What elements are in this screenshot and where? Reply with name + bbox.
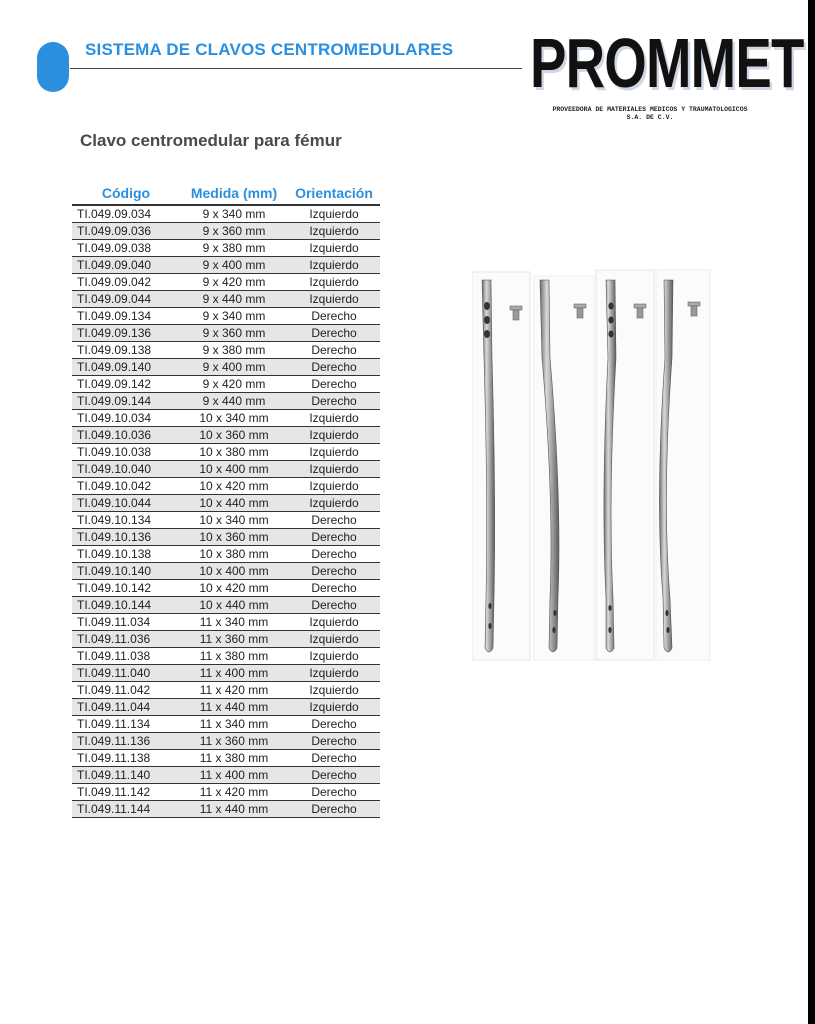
table-row bbox=[72, 223, 380, 240]
table-row bbox=[72, 767, 380, 784]
table-row bbox=[72, 784, 380, 801]
table-row bbox=[72, 614, 380, 631]
cell-size: 10 x 340 mm bbox=[180, 410, 288, 427]
cell-size: 9 x 380 mm bbox=[180, 240, 288, 257]
cell-size: 9 x 380 mm bbox=[180, 342, 288, 359]
cell-size: 11 x 380 mm bbox=[180, 648, 288, 665]
table-row bbox=[72, 410, 380, 427]
cell-size: 11 x 400 mm bbox=[180, 767, 288, 784]
cell-orientation: Izquierdo bbox=[288, 495, 380, 512]
table-row bbox=[72, 682, 380, 699]
table-row bbox=[72, 205, 380, 223]
brand-logo: PROMMET bbox=[530, 24, 804, 102]
table-row bbox=[72, 444, 380, 461]
cell-size: 11 x 420 mm bbox=[180, 682, 288, 699]
cell-code: TI.049.10.034 bbox=[72, 410, 180, 427]
cell-size: 11 x 440 mm bbox=[180, 699, 288, 716]
table-row bbox=[72, 427, 380, 444]
cell-orientation: Izquierdo bbox=[288, 614, 380, 631]
cell-orientation: Derecho bbox=[288, 359, 380, 376]
table-row bbox=[72, 699, 380, 716]
cell-orientation: Izquierdo bbox=[288, 631, 380, 648]
header-divider bbox=[70, 68, 522, 69]
cell-code: TI.049.10.140 bbox=[72, 563, 180, 580]
cell-size: 11 x 360 mm bbox=[180, 631, 288, 648]
table-row bbox=[72, 750, 380, 767]
cell-code: TI.049.11.134 bbox=[72, 716, 180, 733]
cell-orientation: Izquierdo bbox=[288, 205, 380, 223]
cell-orientation: Derecho bbox=[288, 529, 380, 546]
cell-size: 11 x 360 mm bbox=[180, 733, 288, 750]
table-row bbox=[72, 376, 380, 393]
cell-size: 9 x 360 mm bbox=[180, 223, 288, 240]
table-row bbox=[72, 461, 380, 478]
table-row bbox=[72, 665, 380, 682]
cell-size: 10 x 440 mm bbox=[180, 495, 288, 512]
cell-orientation: Izquierdo bbox=[288, 444, 380, 461]
cell-orientation: Derecho bbox=[288, 308, 380, 325]
table-row bbox=[72, 580, 380, 597]
cell-code: TI.049.09.136 bbox=[72, 325, 180, 342]
cell-code: TI.049.11.138 bbox=[72, 750, 180, 767]
header-title: SISTEMA DE CLAVOS CENTROMEDULARES bbox=[85, 40, 454, 59]
cell-orientation: Derecho bbox=[288, 325, 380, 342]
cell-size: 10 x 360 mm bbox=[180, 529, 288, 546]
cell-orientation: Izquierdo bbox=[288, 461, 380, 478]
cell-orientation: Izquierdo bbox=[288, 291, 380, 308]
table-row bbox=[72, 563, 380, 580]
cell-size: 9 x 440 mm bbox=[180, 291, 288, 308]
cell-code: TI.049.10.134 bbox=[72, 512, 180, 529]
cell-size: 11 x 420 mm bbox=[180, 784, 288, 801]
cell-code: TI.049.09.036 bbox=[72, 223, 180, 240]
cell-orientation: Derecho bbox=[288, 750, 380, 767]
cell-code: TI.049.09.134 bbox=[72, 308, 180, 325]
cell-orientation: Derecho bbox=[288, 512, 380, 529]
cell-code: TI.049.10.144 bbox=[72, 597, 180, 614]
cell-code: TI.049.10.044 bbox=[72, 495, 180, 512]
column-header-size: Medida (mm) bbox=[180, 183, 288, 205]
cell-size: 11 x 380 mm bbox=[180, 750, 288, 767]
brand-subtitle-line1: PROVEEDORA DE MATERIALES MEDICOS Y TRAUMATOLOGICOS bbox=[552, 106, 748, 113]
cell-code: TI.049.09.034 bbox=[72, 205, 180, 223]
cell-code: TI.049.11.036 bbox=[72, 631, 180, 648]
intramedullary-nail-photo bbox=[472, 268, 712, 663]
cell-orientation: Izquierdo bbox=[288, 665, 380, 682]
cell-size: 10 x 380 mm bbox=[180, 546, 288, 563]
cell-code: TI.049.09.140 bbox=[72, 359, 180, 376]
cell-orientation: Derecho bbox=[288, 784, 380, 801]
cell-orientation: Derecho bbox=[288, 376, 380, 393]
cell-code: TI.049.10.038 bbox=[72, 444, 180, 461]
cell-code: TI.049.09.038 bbox=[72, 240, 180, 257]
table-row bbox=[72, 733, 380, 750]
cell-orientation: Derecho bbox=[288, 393, 380, 410]
cell-orientation: Izquierdo bbox=[288, 240, 380, 257]
cell-code: TI.049.11.038 bbox=[72, 648, 180, 665]
table-row bbox=[72, 308, 380, 325]
table-row bbox=[72, 801, 380, 818]
cell-size: 10 x 380 mm bbox=[180, 444, 288, 461]
table-row bbox=[72, 257, 380, 274]
cell-code: TI.049.11.140 bbox=[72, 767, 180, 784]
table-row bbox=[72, 291, 380, 308]
table-row bbox=[72, 342, 380, 359]
cell-size: 9 x 340 mm bbox=[180, 205, 288, 223]
cell-size: 9 x 360 mm bbox=[180, 325, 288, 342]
cell-orientation: Derecho bbox=[288, 563, 380, 580]
cell-size: 10 x 420 mm bbox=[180, 580, 288, 597]
cell-code: TI.049.11.040 bbox=[72, 665, 180, 682]
table-row bbox=[72, 325, 380, 342]
table-row bbox=[72, 393, 380, 410]
table-row bbox=[72, 512, 380, 529]
cell-code: TI.049.09.040 bbox=[72, 257, 180, 274]
table-row bbox=[72, 597, 380, 614]
cell-size: 9 x 440 mm bbox=[180, 393, 288, 410]
table-row bbox=[72, 240, 380, 257]
cell-size: 11 x 340 mm bbox=[180, 614, 288, 631]
table-row bbox=[72, 478, 380, 495]
cell-orientation: Derecho bbox=[288, 716, 380, 733]
cell-size: 9 x 420 mm bbox=[180, 376, 288, 393]
cell-size: 9 x 420 mm bbox=[180, 274, 288, 291]
cell-size: 10 x 400 mm bbox=[180, 461, 288, 478]
brand-subtitle-line2: S.A. DE C.V. bbox=[626, 114, 674, 121]
cell-code: TI.049.09.142 bbox=[72, 376, 180, 393]
cell-code: TI.049.11.136 bbox=[72, 733, 180, 750]
table-row bbox=[72, 631, 380, 648]
cell-code: TI.049.09.042 bbox=[72, 274, 180, 291]
cell-orientation: Izquierdo bbox=[288, 410, 380, 427]
table-header-row bbox=[72, 183, 380, 205]
cell-code: TI.049.09.044 bbox=[72, 291, 180, 308]
cell-code: TI.049.09.138 bbox=[72, 342, 180, 359]
table-row bbox=[72, 274, 380, 291]
cell-size: 10 x 400 mm bbox=[180, 563, 288, 580]
table-body bbox=[72, 205, 380, 818]
table-row bbox=[72, 529, 380, 546]
cell-code: TI.049.11.044 bbox=[72, 699, 180, 716]
section-title: Clavo centromedular para fémur bbox=[80, 131, 342, 150]
cell-size: 10 x 340 mm bbox=[180, 512, 288, 529]
product-table bbox=[72, 183, 380, 818]
brand-subtitle bbox=[545, 106, 755, 122]
cell-size: 11 x 440 mm bbox=[180, 801, 288, 818]
cell-orientation: Izquierdo bbox=[288, 223, 380, 240]
cell-code: TI.049.10.036 bbox=[72, 427, 180, 444]
cell-orientation: Derecho bbox=[288, 801, 380, 818]
cell-orientation: Derecho bbox=[288, 580, 380, 597]
cell-orientation: Izquierdo bbox=[288, 682, 380, 699]
table-row bbox=[72, 716, 380, 733]
cell-code: TI.049.10.136 bbox=[72, 529, 180, 546]
table-row bbox=[72, 495, 380, 512]
cell-orientation: Izquierdo bbox=[288, 257, 380, 274]
cell-code: TI.049.10.042 bbox=[72, 478, 180, 495]
cell-size: 11 x 340 mm bbox=[180, 716, 288, 733]
cell-orientation: Derecho bbox=[288, 767, 380, 784]
cell-code: TI.049.11.144 bbox=[72, 801, 180, 818]
cell-size: 9 x 400 mm bbox=[180, 257, 288, 274]
cell-orientation: Izquierdo bbox=[288, 699, 380, 716]
cell-code: TI.049.11.042 bbox=[72, 682, 180, 699]
cell-orientation: Izquierdo bbox=[288, 478, 380, 495]
cell-code: TI.049.11.142 bbox=[72, 784, 180, 801]
cell-size: 10 x 420 mm bbox=[180, 478, 288, 495]
cell-size: 9 x 340 mm bbox=[180, 308, 288, 325]
cell-orientation: Derecho bbox=[288, 342, 380, 359]
cell-size: 10 x 440 mm bbox=[180, 597, 288, 614]
cell-code: TI.049.11.034 bbox=[72, 614, 180, 631]
cell-orientation: Derecho bbox=[288, 733, 380, 750]
table-row bbox=[72, 648, 380, 665]
cell-code: TI.049.09.144 bbox=[72, 393, 180, 410]
cell-size: 10 x 360 mm bbox=[180, 427, 288, 444]
table-row bbox=[72, 359, 380, 376]
cell-orientation: Izquierdo bbox=[288, 274, 380, 291]
cell-size: 11 x 400 mm bbox=[180, 665, 288, 682]
cell-code: TI.049.10.142 bbox=[72, 580, 180, 597]
cell-size: 9 x 400 mm bbox=[180, 359, 288, 376]
cell-orientation: Derecho bbox=[288, 546, 380, 563]
cell-orientation: Izquierdo bbox=[288, 427, 380, 444]
cell-orientation: Derecho bbox=[288, 597, 380, 614]
cell-code: TI.049.10.138 bbox=[72, 546, 180, 563]
cell-orientation: Izquierdo bbox=[288, 648, 380, 665]
header-accent-pill bbox=[37, 42, 69, 92]
column-header-orientation: Orientación bbox=[288, 183, 380, 205]
cell-code: TI.049.10.040 bbox=[72, 461, 180, 478]
table-row bbox=[72, 546, 380, 563]
column-header-code: Código bbox=[72, 183, 180, 205]
